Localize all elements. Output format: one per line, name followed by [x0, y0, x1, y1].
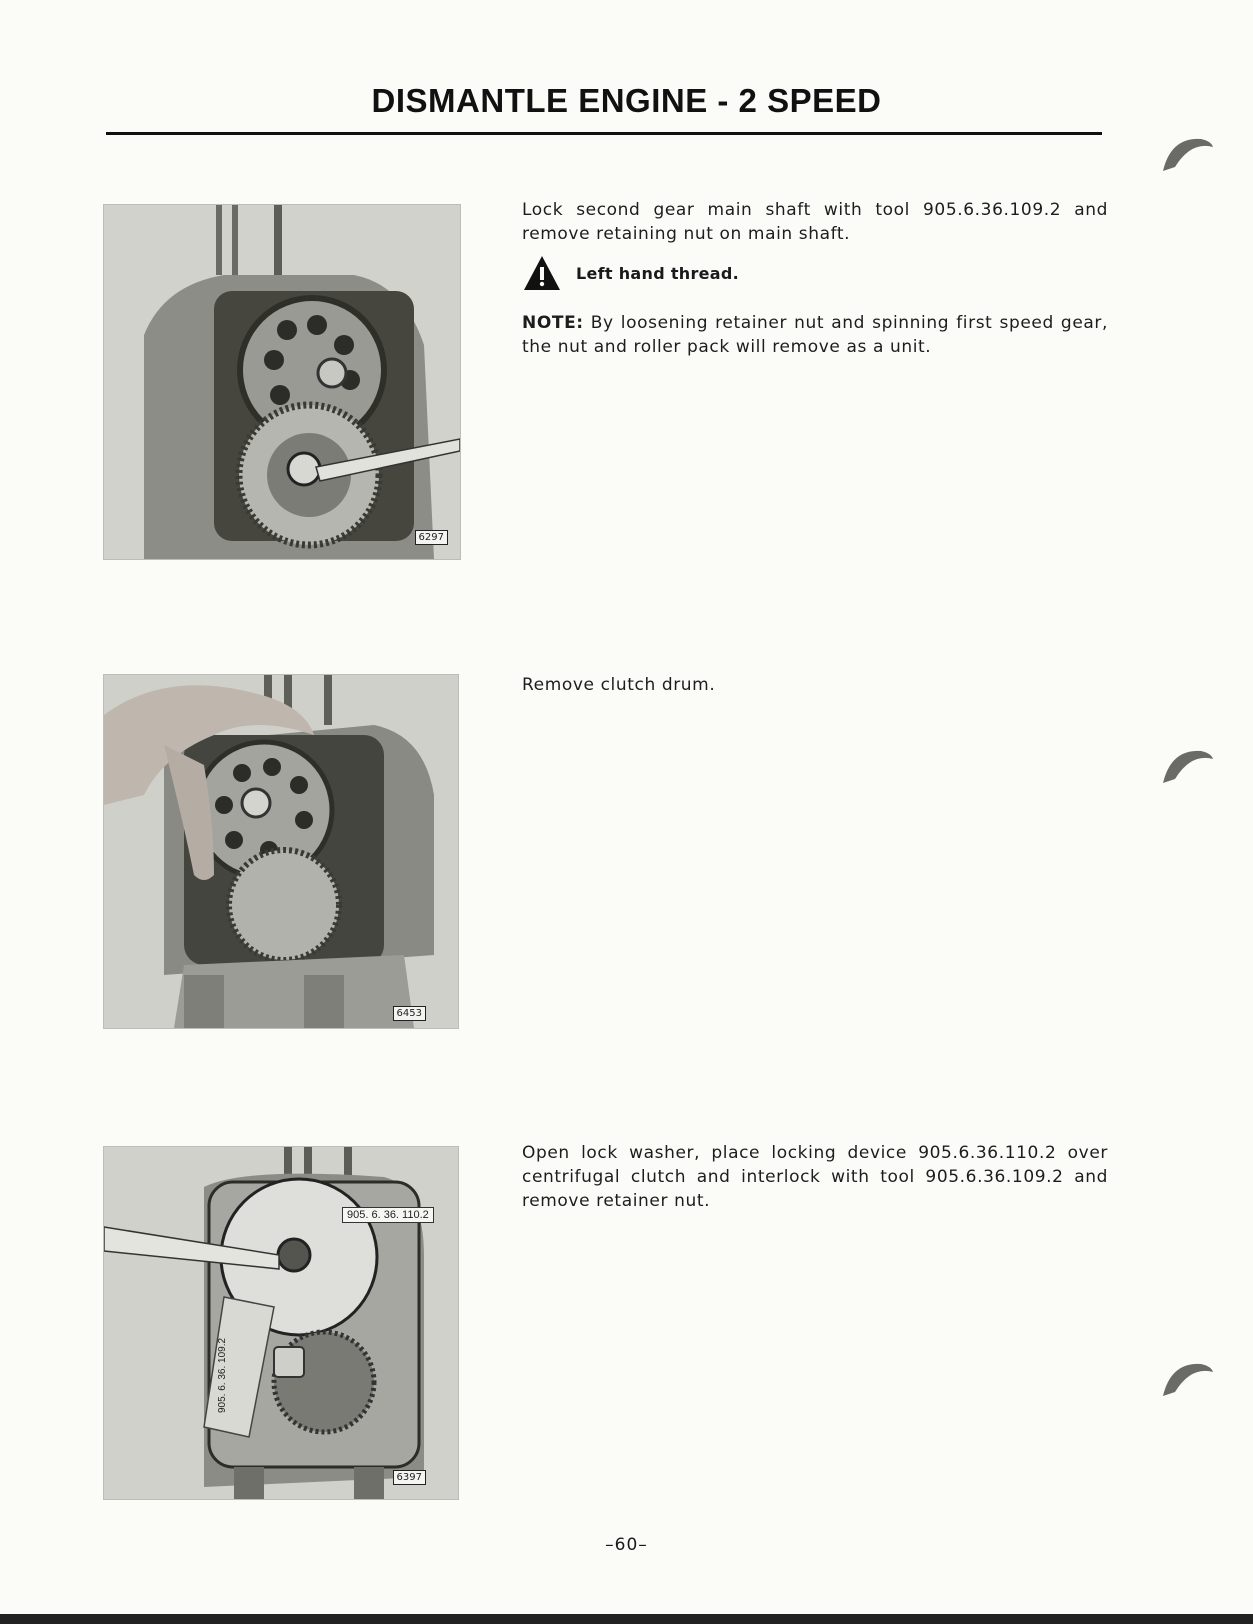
photo-step-1: [103, 204, 461, 560]
figure-number: 6297: [415, 530, 448, 545]
engine-gear-illustration: [104, 205, 460, 559]
page-title: DISMANTLE ENGINE - 2 SPEED: [371, 82, 882, 119]
binder-hole-icon: [1161, 1358, 1215, 1398]
step-3-instruction: Open lock washer, place locking device 905.6.36.110.2 over centrifugal clutch and interlock with tool 905.6.36.109.2 and remove retainer nut.: [522, 1143, 1108, 1211]
scan-edge: [0, 1614, 1253, 1624]
warning-triangle-icon: [522, 254, 562, 292]
note-text: By loosening retainer nut and spinning first speed gear, the nut and roller pack will remove as a unit.: [522, 313, 1108, 357]
photo-step-3: [103, 1146, 459, 1500]
locking-device-illustration: [104, 1147, 458, 1499]
binder-hole-icon: [1161, 745, 1215, 785]
warning-callout: [522, 252, 739, 294]
binder-hole-icon: [1161, 133, 1215, 173]
warning-label: Left hand thread.: [576, 263, 740, 283]
step-1-note: [522, 311, 1108, 359]
tool-tag-wrench: 905. 6. 36. 109.2: [217, 1337, 228, 1413]
photo-step-2: [103, 674, 459, 1029]
page-number: –60–: [605, 1535, 648, 1555]
figure-number: 6453: [393, 1006, 426, 1021]
step-1-instruction: Lock second gear main shaft with tool 905.6.36.109.2 and remove retaining nut on main shaft.: [522, 200, 1108, 244]
tool-tag-locking-device: 905. 6. 36. 110.2: [342, 1207, 434, 1223]
clutch-drum-illustration: [104, 675, 458, 1028]
step-2-instruction: Remove clutch drum.: [522, 675, 716, 695]
title-rule: [106, 132, 1102, 135]
note-key: NOTE:: [522, 313, 584, 333]
figure-number: 6397: [393, 1470, 426, 1485]
